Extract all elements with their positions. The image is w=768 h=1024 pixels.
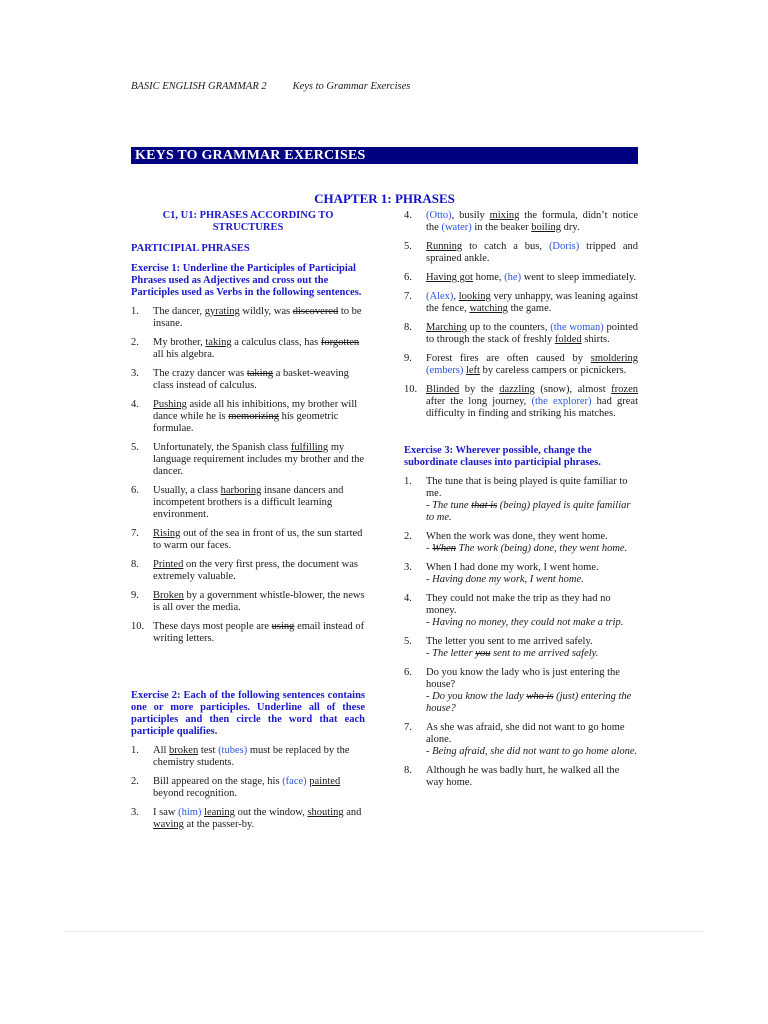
right-column xyxy=(404,210,638,796)
item-text: (Otto), busily mixing the formula, didn’t notice the (water) in the beaker boiling dry. xyxy=(426,210,638,233)
item-number: 1. xyxy=(404,476,412,487)
list-item xyxy=(131,776,365,800)
item-number: 3. xyxy=(131,368,139,379)
book-title: BASIC ENGLISH GRAMMAR 2 xyxy=(131,81,267,92)
answer: - The letter you sent to me arrived safely. xyxy=(426,648,599,659)
item-text: Usually, a class harboring insane dancers and incompetent brothers is a difficult learning environment. xyxy=(153,485,344,520)
list-item xyxy=(404,272,638,284)
item-number: 5. xyxy=(131,442,139,453)
item-number: 4. xyxy=(404,210,412,221)
page-header xyxy=(131,81,410,92)
item-number: 8. xyxy=(404,322,412,333)
item-number: 2. xyxy=(404,531,412,542)
item-text: When the work was done, they went home. - When The work (being) done, they went home. xyxy=(426,531,638,555)
item-text: Although he was badly hurt, he walked all the way home. xyxy=(426,765,620,788)
item-number: 6. xyxy=(131,485,139,496)
exercise-2-title: Exercise 2: Each of the following sentences contains one or more participles. Underline all of these participles and then circle the word that each participle qualifies. xyxy=(131,690,365,737)
list-item xyxy=(131,442,365,478)
item-text: When I had done my work, I went home. - Having done my work, I went home. xyxy=(426,562,638,586)
section-heading: C1, U1: PHRASES ACCORDING TO STRUCTURES xyxy=(162,210,334,233)
item-text: Do you know the lady who is just entering the house? - Do you know the lady who is (just) entering the house? xyxy=(426,667,638,715)
item-number: 3. xyxy=(131,807,139,818)
list-item xyxy=(131,807,365,831)
list-item xyxy=(404,531,638,555)
list-item xyxy=(131,621,365,645)
exercise-1-title: Exercise 1: Underline the Participles of Participial Phrases used as Adjectives and cross out the Participles used as Verbs in the following sentences. xyxy=(131,263,362,298)
exercise-3-title: Exercise 3: Wherever possible, change the subordinate clauses into participial phrases. xyxy=(404,445,601,468)
item-number: 5. xyxy=(404,241,412,252)
item-number: 4. xyxy=(404,593,412,604)
list-item xyxy=(404,722,638,758)
item-text: Broken by a government whistle-blower, the news is all over the media. xyxy=(153,590,365,613)
item-text: Having got home, (he) went to sleep immediately. xyxy=(426,272,637,283)
section-title: Keys to Grammar Exercises xyxy=(292,81,411,92)
list-item xyxy=(404,353,638,377)
list-item xyxy=(404,322,638,346)
chapter-heading: CHAPTER 1: PHRASES xyxy=(314,191,455,206)
item-text: All broken test (tubes) must be replaced by the chemistry students. xyxy=(153,745,350,768)
item-text: The tune that is being played is quite familiar to me. - The tune that is (being) played is quite familiar to me. xyxy=(426,476,638,524)
item-number: 6. xyxy=(404,272,412,283)
answer: - Being afraid, she did not want to go home alone. xyxy=(426,746,638,757)
list-item xyxy=(131,337,365,361)
list-item xyxy=(131,399,365,435)
list-item xyxy=(404,667,638,715)
item-number: 10. xyxy=(131,621,145,632)
list-item xyxy=(404,384,638,420)
item-text: Pushing aside all his inhibitions, my brother will dance while he is memorizing his geometric formulae. xyxy=(153,399,358,434)
item-number: 4. xyxy=(131,399,139,410)
list-item xyxy=(404,291,638,315)
item-number: 5. xyxy=(404,636,412,647)
list-item xyxy=(131,485,365,521)
item-text: Unfortunately, the Spanish class fulfilling my language requirement includes my brother and the dancer. xyxy=(153,442,365,477)
item-text: Printed on the very first press, the document was extremely valuable. xyxy=(153,559,359,582)
list-item xyxy=(131,528,365,552)
item-number: 2. xyxy=(131,337,139,348)
item-text: Bill appeared on the stage, his (face) painted beyond recognition. xyxy=(153,776,341,799)
item-text: Marching up to the counters, (the woman) pointed to through the stack of freshly folded shirts. xyxy=(426,322,638,345)
list-item xyxy=(404,636,638,660)
answer: - When The work (being) done, they went home. xyxy=(426,543,628,554)
list-item xyxy=(131,590,365,614)
item-number: 3. xyxy=(404,562,412,573)
item-text: Running to catch a bus, (Doris) tripped and sprained ankle. xyxy=(426,241,638,264)
list-item xyxy=(131,306,365,330)
left-column xyxy=(131,210,365,838)
list-item xyxy=(404,562,638,586)
list-item xyxy=(404,210,638,234)
item-text: The dancer, gyrating wildly, was discovered to be insane. xyxy=(153,306,362,329)
answer: - Do you know the lady who is (just) entering the house? xyxy=(426,691,632,714)
item-text: As she was afraid, she did not want to go home alone. - Being afraid, she did not want to go home alone. xyxy=(426,722,638,757)
item-text: The crazy dancer was taking a basket-weaving class instead of calculus. xyxy=(153,368,349,391)
item-number: 9. xyxy=(131,590,139,601)
item-number: 10. xyxy=(404,384,418,395)
item-text: The letter you sent to me arrived safely. - The letter you sent to me arrived safely. xyxy=(426,636,638,660)
item-number: 8. xyxy=(131,559,139,570)
item-text: Rising out of the sea in front of us, the sun started to warm our faces. xyxy=(153,528,363,551)
item-text: These days most people are using email instead of writing letters. xyxy=(153,621,365,644)
title-bar: KEYS TO GRAMMAR EXERCISES xyxy=(131,147,638,164)
answer: - The tune that is (being) played is quite familiar to me. xyxy=(426,500,631,523)
item-number: 8. xyxy=(404,765,412,776)
list-item xyxy=(404,765,638,789)
subsection-heading: PARTICIPIAL PHRASES xyxy=(131,243,250,254)
answer: - Having no money, they could not make a trip. xyxy=(426,617,624,628)
item-text: (Alex), looking very unhappy, was leaning against the fence, watching the game. xyxy=(426,291,638,314)
item-number: 7. xyxy=(404,291,412,302)
item-number: 7. xyxy=(131,528,139,539)
item-number: 7. xyxy=(404,722,412,733)
item-text: My brother, taking a calculus class, has forgotten all his algebra. xyxy=(153,337,360,360)
item-number: 1. xyxy=(131,745,139,756)
item-text: They could not make the trip as they had no money. - Having no money, they could not make a trip. xyxy=(426,593,638,629)
item-number: 6. xyxy=(404,667,412,678)
list-item xyxy=(404,241,638,265)
list-item xyxy=(404,593,638,629)
item-number: 9. xyxy=(404,353,412,364)
item-text: I saw (him) leaning out the window, shouting and waving at the passer-by. xyxy=(153,807,362,830)
answer: - Having done my work, I went home. xyxy=(426,574,584,585)
list-item xyxy=(131,368,365,392)
list-item xyxy=(131,745,365,769)
list-item xyxy=(131,559,365,583)
item-number: 2. xyxy=(131,776,139,787)
item-text: Blinded by the dazzling (snow), almost frozen after the long journey, (the explorer) had great difficulty in finding and striking his matches. xyxy=(426,384,638,419)
list-item xyxy=(404,476,638,524)
item-text: Forest fires are often caused by smoldering (embers) left by careless campers or picnickers. xyxy=(426,353,638,376)
page-divider xyxy=(64,931,704,932)
item-number: 1. xyxy=(131,306,139,317)
